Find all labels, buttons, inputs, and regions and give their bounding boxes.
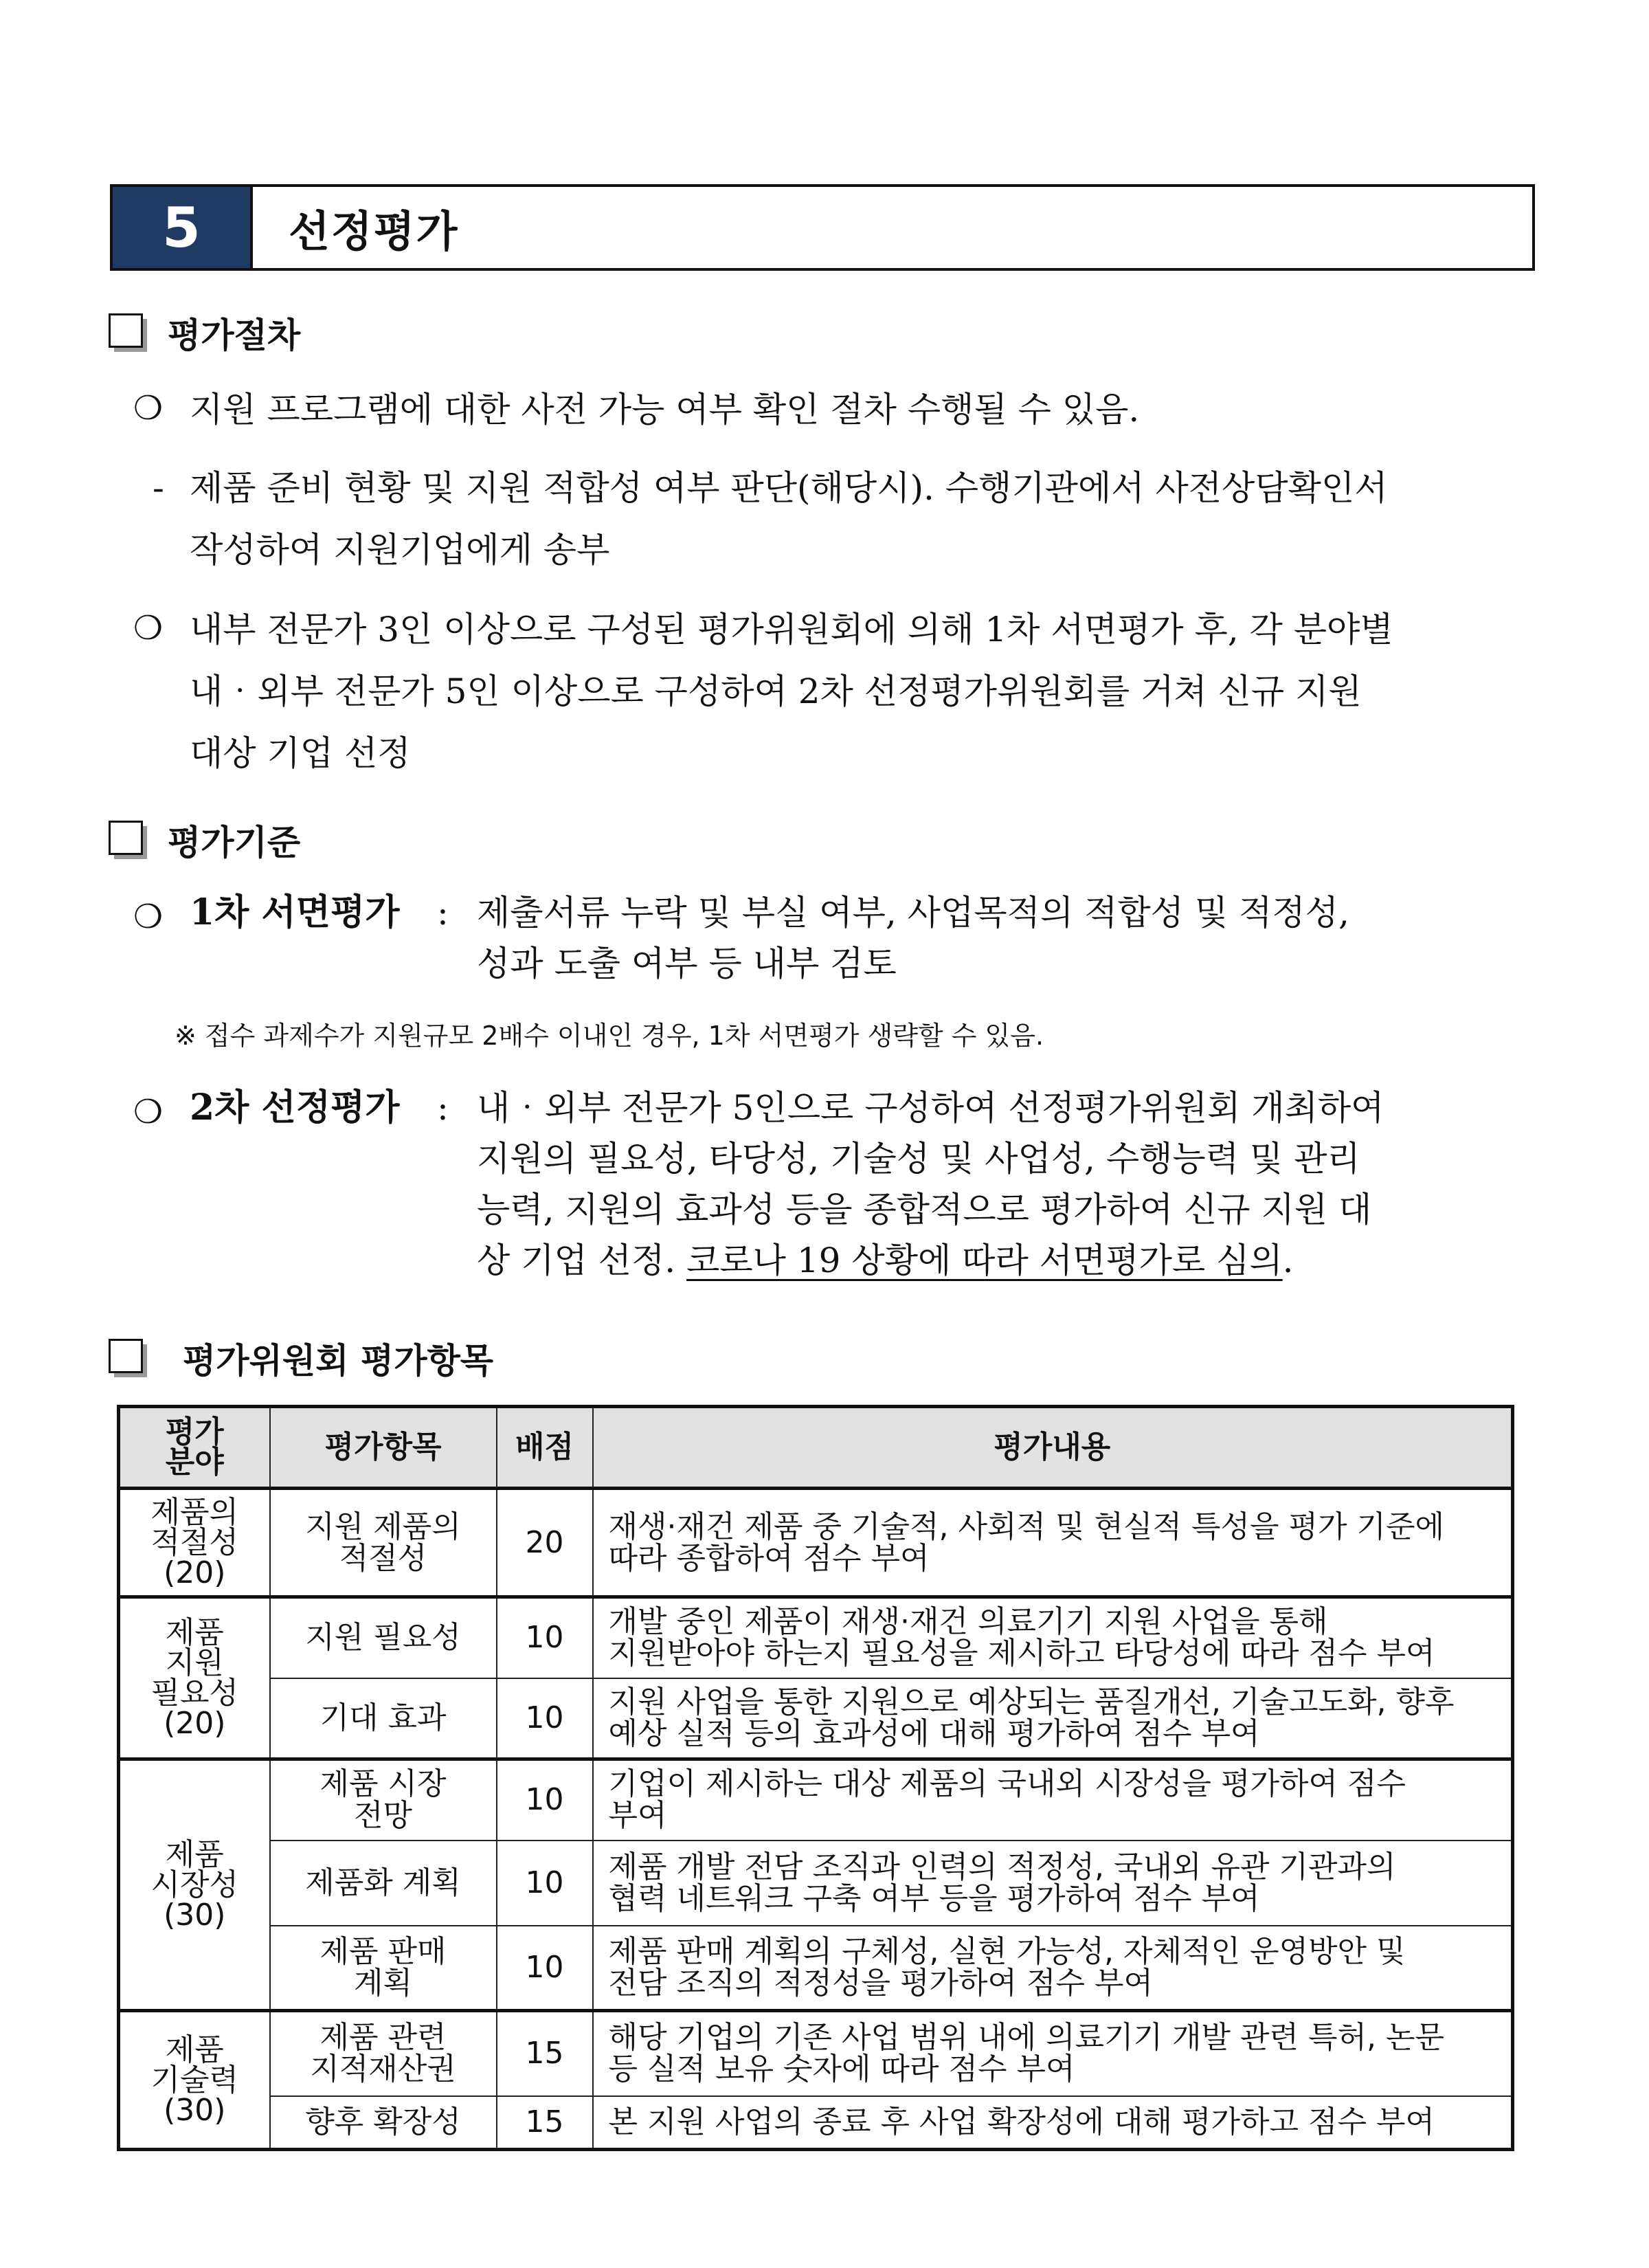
cell-score: 10 [497,1678,593,1759]
cell-item: 제품 관련 지적재산권 [270,2011,497,2096]
header-content: 평가내용 [593,1407,1513,1489]
cell-score: 10 [497,1759,593,1841]
checkbox-square-icon [109,313,147,352]
header-field [119,1407,270,1489]
table-row [119,1759,1513,1841]
section-number: 5 [113,187,253,268]
cell-item: 지원 제품의 적절성 [270,1489,497,1597]
cell-item: 지원 필요성 [270,1597,497,1678]
cell-item: 향후 확장성 [270,2096,497,2150]
cell-content: 지원 사업을 통한 지원으로 예상되는 품질개선, 기술고도화, 향후 예상 실적 등의 효과성에 대해 평가하여 점수 부여 [593,1678,1513,1759]
table-row [119,2096,1513,2150]
cell-item: 제품화 계획 [270,1841,497,1926]
second-eval-label: 2차 선정평가 [190,1087,400,1129]
cell-score: 15 [497,2011,593,2096]
cell-content: 제품 판매 계획의 구체성, 실현 가능성, 자체적인 운영방안 및 전담 조직의 적정성을 평가하여 점수 부여 [593,1926,1513,2011]
procedure-item-1-sub-line1: 제품 준비 현황 및 지원 적합성 여부 판단(해당시). 수행기관에서 사전상담확인서 [190,468,1388,508]
cell-field: 제품 지원 필요성 (20) [119,1597,270,1759]
cell-score: 15 [497,2096,593,2150]
first-eval-line2: 성과 도출 여부 등 내부 검토 [477,944,897,983]
procedure-item-2-line1: 내부 전문가 3인 이상으로 구성된 평가위원회에 의해 1차 서면평가 후, 각 분야별 [190,610,1393,649]
cell-content: 재생·재건 제품 중 기술적, 사회적 및 현실적 특성을 평가 기준에 따라 종합하여 점수 부여 [593,1489,1513,1597]
procedure-heading [109,308,300,357]
section-header [110,184,1535,271]
cell-score: 10 [497,1841,593,1926]
second-eval-line3: 능력, 지원의 효과성 등을 종합적으로 평가하여 신규 지원 대 [477,1190,1372,1230]
table-row [119,1841,1513,1926]
table-row [119,2011,1513,2096]
first-eval-colon: : [437,893,449,933]
table-row [119,1678,1513,1759]
cell-item: 제품 시장 전망 [270,1759,497,1841]
cell-score: 10 [497,1597,593,1678]
procedure-item-1: 지원 프로그램에 대한 사전 가능 여부 확인 절차 수행될 수 있음. [190,390,1140,430]
first-eval-line1: 제출서류 누락 및 부실 여부, 사업목적의 적합성 및 적정성, [477,893,1349,933]
cell-item: 기대 효과 [270,1678,497,1759]
committee-heading-text: 평가위원회 평가항목 [183,1341,494,1381]
second-eval-line4-end: . [1282,1241,1294,1280]
procedure-heading-text: 평가절차 [168,315,301,355]
table-body [119,1489,1513,2150]
second-eval-colon: : [437,1088,449,1128]
table-row [119,1597,1513,1678]
checkbox-square-icon [109,821,147,859]
bullet-circle-icon: ❍ [133,389,164,427]
first-eval-note: ※ 접수 과제수가 지원규모 2배수 이내인 경우, 1차 서면평가 생략할 수 있음. [175,1021,1044,1051]
bullet-circle-icon: ❍ [133,609,164,647]
checkbox-square-icon [109,1339,147,1377]
second-eval-line4-underlined: 코로나 19 상황에 따라 서면평가로 심의 [686,1241,1283,1280]
cell-field: 제품 시장성 (30) [119,1759,270,2011]
procedure-item-2-line3: 대상 기업 선정 [190,733,411,773]
header-field-text: 평가 분야 [165,1414,224,1480]
second-eval-line1: 내‧외부 전문가 5인으로 구성하여 선정평가위원회 개최하여 [477,1088,1384,1128]
first-eval-label: 1차 서면평가 [190,891,400,933]
header-score: 배점 [497,1407,593,1489]
cell-score: 20 [497,1489,593,1597]
bullet-circle-icon: ❍ [133,1093,164,1131]
cell-content: 본 지원 사업의 종료 후 사업 확장성에 대해 평가하고 점수 부여 [593,2096,1513,2150]
dash-marker: - [153,468,164,508]
table-row [119,1489,1513,1597]
procedure-item-2-line2: 내‧외부 전문가 5인 이상으로 구성하여 2차 선정평가위원회를 거쳐 신규 지원 [190,671,1362,711]
criteria-heading [109,815,300,865]
cell-field: 제품의 적절성 (20) [119,1489,270,1597]
cell-content: 해당 기업의 기존 사업 범위 내에 의료기기 개발 관련 특허, 논문 등 실적 보유 숫자에 따라 점수 부여 [593,2011,1513,2096]
bullet-circle-icon: ❍ [133,898,164,936]
criteria-heading-text: 평가기준 [168,823,301,863]
table-row [119,1926,1513,2011]
section-title: 선정평가 [289,205,459,256]
evaluation-items-table [117,1405,1514,2151]
table-header-row [119,1407,1513,1489]
cell-item: 제품 판매 계획 [270,1926,497,2011]
committee-heading [109,1333,493,1383]
second-eval-line4 [477,1229,1294,1292]
cell-content: 제품 개발 전담 조직과 인력의 적정성, 국내외 유관 기관과의 협력 네트워크 구축 여부 등을 평가하여 점수 부여 [593,1841,1513,1926]
cell-content: 개발 중인 제품이 재생·재건 의료기기 지원 사업을 통해 지원받아야 하는지 필요성을 제시하고 타당성에 따라 점수 부여 [593,1597,1513,1678]
second-eval-line2: 지원의 필요성, 타당성, 기술성 및 사업성, 수행능력 및 관리 [477,1139,1360,1179]
cell-score: 10 [497,1926,593,2011]
cell-content: 기업이 제시하는 대상 제품의 국내외 시장성을 평가하여 점수 부여 [593,1759,1513,1841]
procedure-item-1-sub-line2: 작성하여 지원기업에게 송부 [190,530,610,570]
header-item: 평가항목 [270,1407,497,1489]
cell-field: 제품 기술력 (30) [119,2011,270,2150]
second-eval-line4-plain: 상 기업 선정. [477,1241,687,1280]
